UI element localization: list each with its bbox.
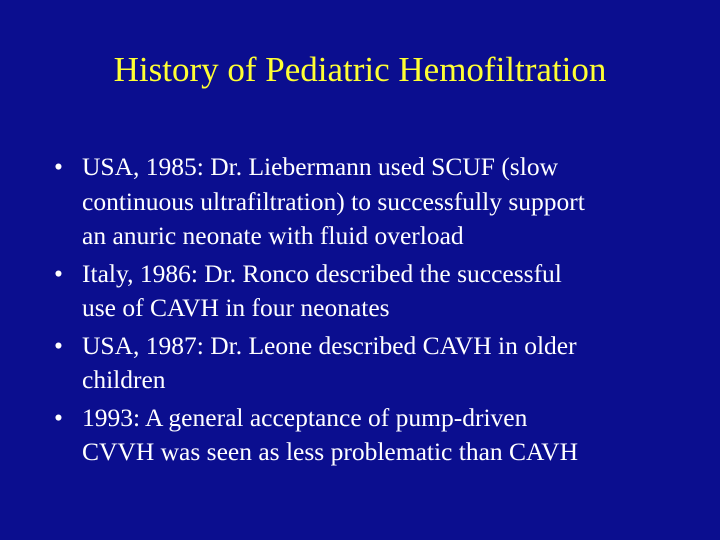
- bullet-item-4: [54, 401, 674, 470]
- bullet-list: [54, 150, 674, 473]
- bullet-marker: •: [54, 402, 63, 432]
- bullet-marker: •: [54, 152, 63, 181]
- bullet-item-3: [54, 329, 674, 398]
- bullet-text: 1993: A general acceptance of pump-driven CVVH was seen as less problematic than CAVH: [82, 402, 578, 466]
- bullet-marker: •: [54, 330, 63, 360]
- bullet-text: Italy, 1986: Dr. Ronco described the successful use of CAVH in four neonates: [82, 258, 562, 322]
- slide-title: History of Pediatric Hemofiltration: [113, 50, 607, 89]
- bullet-text: USA, 1987: Dr. Leone described CAVH in older children: [82, 330, 577, 394]
- bullet-text: USA, 1985: Dr. Liebermann used SCUF (slow continuous ultrafiltration) to successfully support an anuric neonate with fluid overload: [82, 152, 585, 250]
- bullet-item-1: [54, 150, 674, 254]
- bullet-item-2: [54, 257, 674, 326]
- bullet-marker: •: [54, 258, 63, 288]
